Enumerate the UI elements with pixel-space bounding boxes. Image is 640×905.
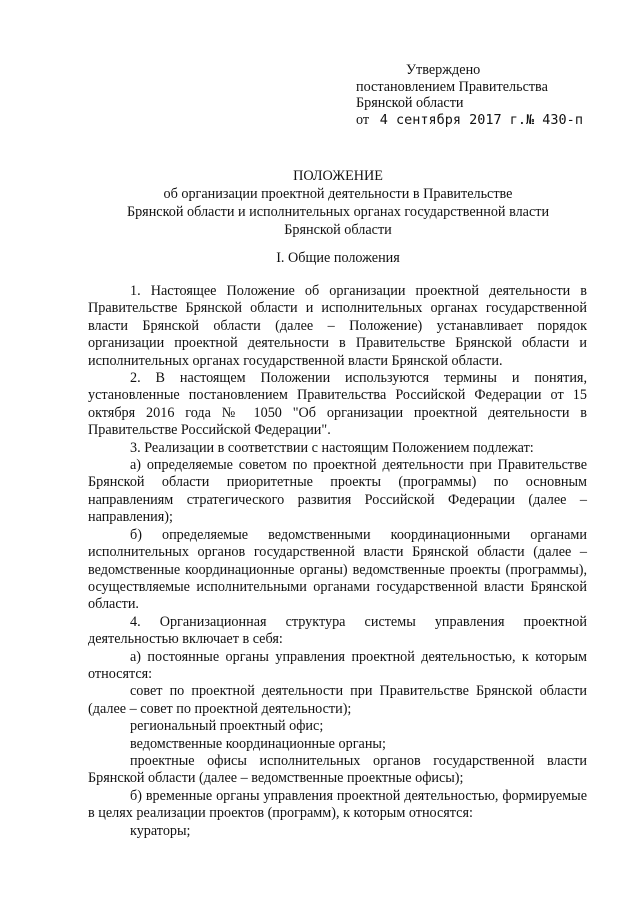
approval-line-3: Брянской области: [356, 95, 464, 111]
paragraph-3: 3. Реализации в соответствии с настоящим Положением подлежат:: [130, 439, 534, 456]
paragraph-3a: а) определяемые советом по проектной деятельности при Правительстве Брянской области приоритетные проекты (программы) по основным направлениям стратегического развития Российской Федерации (далее – направления);: [88, 457, 587, 526]
list-item-coordination-bodies: ведомственные координационные органы;: [130, 735, 386, 752]
document-body: [88, 283, 587, 840]
title-subtitle-2: Брянской области и исполнительных органах государственной власти: [126, 204, 550, 220]
title-subtitle-3: Брянской области: [284, 222, 392, 238]
approval-line-1: Утверждено: [406, 62, 481, 78]
paragraph-1: 1. Настоящее Положение об организации проектной деятельности в Правительстве Брянской области и исполнительных органах государственной власти Брянской области (далее – Положение) устанавливает порядок организации проектной деятельности в Правительстве Брянской области и исполнительных органах государственной власти Брянской области.: [88, 283, 587, 369]
list-item-council: совет по проектной деятельности при Правительстве Брянской области (далее – совет по проектной деятельности);: [88, 683, 587, 717]
approval-block: [356, 62, 626, 128]
paragraph-3b: б) определяемые ведомственными координационными органами исполнительных органов государственной власти Брянской области (далее – ведомственные координационные органы) ведомственные проекты (программы), осуществляемые исполнительными органами государственной власти Брянской области.: [88, 526, 587, 613]
approval-date-stamp: 4 сентября 2017 г.№ 430-п: [379, 111, 583, 128]
approval-line-2: постановлением Правительства: [356, 78, 548, 95]
approval-date-prefix: от: [356, 111, 370, 128]
paragraph-4: 4. Организационная структура системы управления проектной деятельностью включает в себя:: [88, 613, 587, 648]
list-item-regional-office: региональный проектный офис;: [130, 718, 324, 735]
title-subtitle-1: об организации проектной деятельности в Правительстве: [163, 186, 513, 202]
document-title: [88, 167, 588, 239]
title-heading: ПОЛОЖЕНИЕ: [293, 168, 383, 184]
list-item-curators: кураторы;: [130, 822, 191, 839]
paragraph-2: 2. В настоящем Положении используются термины и понятия, установленные постановлением Правительства Российской Федерации от 15 октября 2016 года № 1050 "Об организации проектной деятельности в Правительстве Российской Федерации".: [88, 370, 587, 439]
section-title: I. Общие положения: [276, 250, 400, 266]
approval-date-line: [356, 112, 626, 129]
paragraph-4a: а) постоянные органы управления проектной деятельностью, к которым относятся:: [88, 648, 587, 682]
paragraph-4b: б) временные органы управления проектной деятельностью, формируемые в целях реализации проектов (программ), к которым относятся:: [88, 787, 587, 822]
list-item-project-offices: проектные офисы исполнительных органов государственной власти Брянской области (далее – ведомственные проектные офисы);: [88, 752, 587, 787]
